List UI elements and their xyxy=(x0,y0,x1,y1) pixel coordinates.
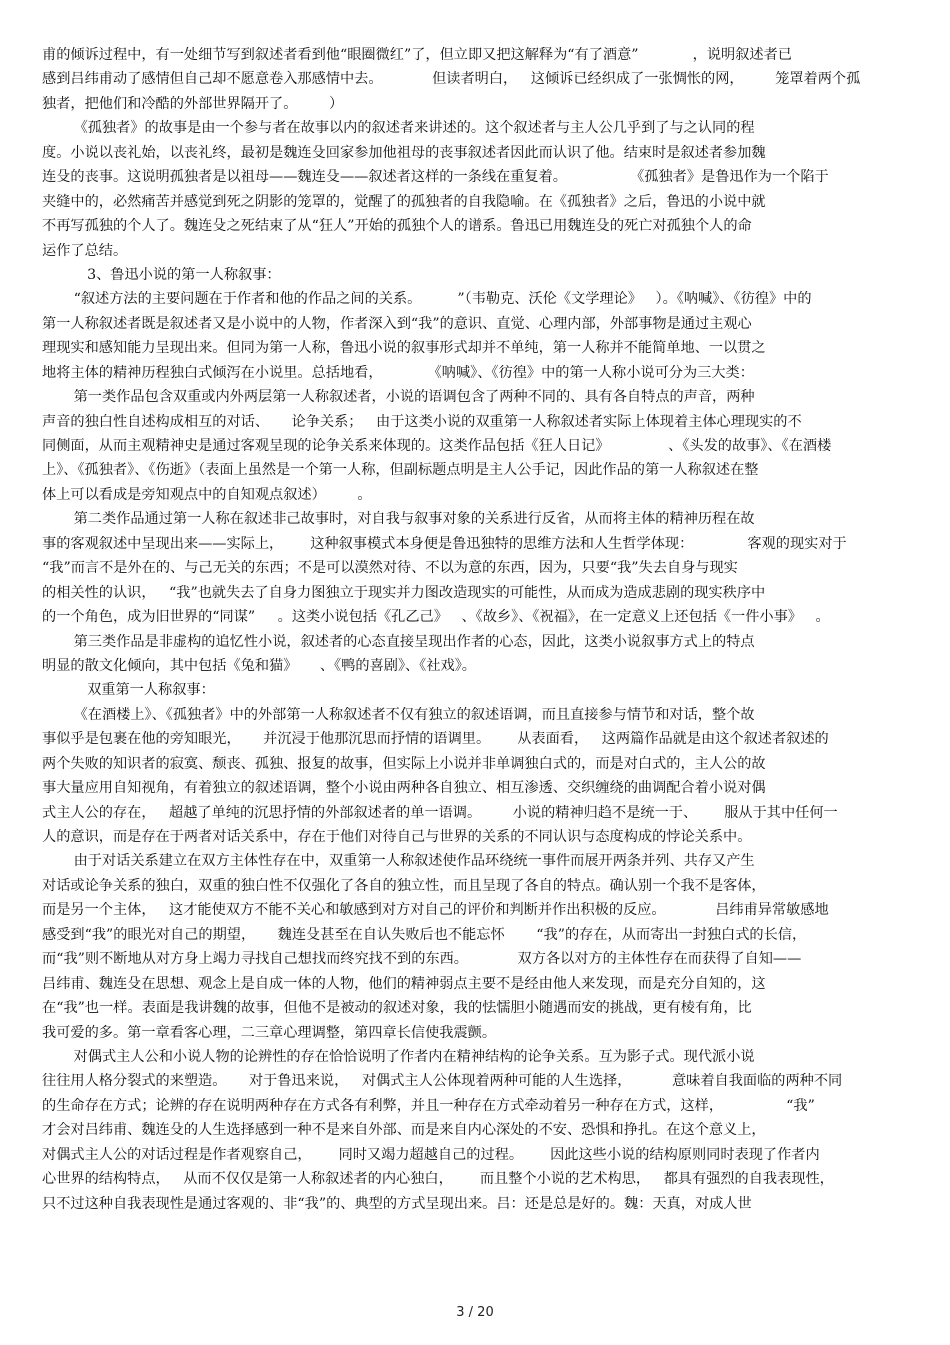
text-line: 运作了总结。 xyxy=(42,242,128,259)
text-line: 理现实和感知能力呈现出来。但同为第一人称，鲁迅小说的叙事形式却并不单纯，第一人称并不能简单地、一以贯之 xyxy=(42,340,766,357)
text-line: 第一类作品包含双重或内外两层第一人称叙述者，小说的语调包含了两种不同的、具有各自特点的声音，两种 xyxy=(42,389,755,406)
text-line: 第一人称叙述者既是叙述者又是小说中的人物，作者深入到“我”的意识、直觉、心理内部，外部事物是通过主观心 xyxy=(42,315,752,332)
text-line: 两个失败的知识者的寂寞、颓丧、孤独、报复的故事，但实际上小说并非单调独白式的，而是对白式的，主人公的故 xyxy=(42,755,766,772)
text-line: 地将主体的精神历程独白式倾泻在小说里。总括地看， 《呐喊》、《彷徨》中的第一人称小说可分为三大类： xyxy=(42,364,754,381)
text-line: 《在酒楼上》、《孤独者》中的外部第一人称叙述者不仅有独立的叙述语调，而且直接参与情节和对话，整个故 xyxy=(42,706,755,723)
text-line: 心世界的结构特点， 从而不仅仅是第一人称叙述者的内心独白， 而且整个小说的艺术构思， 都具有强烈的自我表现性， xyxy=(42,1171,834,1188)
text-line: 而是另一个主体， 这才能使双方不能不关心和敏感到对方对自己的评价和判断并作出积极的反应。 吕纬甫异常敏感地 xyxy=(42,902,829,919)
text-line: 只不过这种自我表现性是通过客观的、非“我”的、典型的方式呈现出来。吕：还是总是好的。魏：天真，对成人世 xyxy=(42,1195,752,1212)
text-line: 体上可以看成是旁知观点中的自知观点叙述） 。 xyxy=(42,486,372,503)
text-line: 甫的倾诉过程中，有一处细节写到叙述者看到他“眼圈微红”了，但立即又把这解释为“有了酒意” ，说明叙述者已 xyxy=(42,47,792,63)
text-line: 人的意识，而是存在于两者对话关系中，存在于他们对待自己与世界的关系的不同认识与态度构成的悖论关系中。 xyxy=(42,829,752,845)
text-line: 连殳的丧事。这说明孤独者是以祖母——魏连殳——叙述者这样的一条线在重复着。 《孤独者》是鲁迅作为一个陷于 xyxy=(42,169,829,186)
text-line: 式主人公的存在， 超越了单纯的沉思抒情的外部叙述者的单一语调。 小说的精神归趋不是统一于、 服从于其中任何一 xyxy=(42,804,838,821)
text-line: 事似乎是包裹在他的旁知眼光， 并沉浸于他那沉思而抒情的语调里。 从表面看， 这两篇作品就是由这个叙述者叙述的 xyxy=(42,731,829,748)
text-line: 明显的散文化倾向，其中包括《兔和猫》 、《鸭的喜剧》、《社戏》。 xyxy=(42,657,476,674)
text-line: 不再写孤独的个人了。魏连殳之死结束了从“狂人”开始的孤独个人的谱系。鲁迅已用魏连殳的死亡对孤独个人的命 xyxy=(42,218,752,235)
text-line: 对话或论争关系的独白，双重的独白性不仅强化了各自的独立性，而且呈现了各自的特点。确认别一个我不是客体， xyxy=(42,877,766,894)
text-line: 上》、《孤独者》、《伤逝》（表面上虽然是一个第一人称，但副标题点明是主人公手记，因此作品的第一人称叙述在整 xyxy=(42,462,759,479)
text-line: 对偶式主人公的对话过程是作者观察自己， 同时又竭力超越自己的过程。 因此这些小说的结构原则同时表现了作者内 xyxy=(42,1146,820,1163)
text-line: 的相关性的认识， “我”也就失去了自身力图独立于现实并力图改造现实的可能性，从而成为造成悲剧的现实秩序中 xyxy=(42,584,766,601)
text-line: 度。小说以丧礼始，以丧礼终，最初是魏连殳回家参加他祖母的丧事叙述者因此而认识了他。结束时是叙述者参加魏 xyxy=(42,144,766,161)
text-line: 对偶式主人公和小说人物的论辨性的存在恰恰说明了作者内在精神结构的论争关系。互为影子式。现代派小说 xyxy=(42,1048,755,1065)
text-line: 《孤独者》的故事是由一个参与者在故事以内的叙述者来讲述的。这个叙述者与主人公几乎到了与之认同的程 xyxy=(42,120,755,137)
text-line: 感到吕纬甫动了感情但自己却不愿意卷入那感情中去。 但读者明白， 这倾诉已经织成了一张惆怅的网， 笼罩着两个孤 xyxy=(42,71,861,88)
text-line: 事大量应用自知视角，有着独立的叙述语调，整个小说由两种各自独立、相互渗透、交织缠绕的曲调配合着小说对偶 xyxy=(42,780,766,797)
text-line: 吕纬甫、魏连殳在思想、观念上是自成一体的人物，他们的精神弱点主要不是经由他人来发现，而是充分自知的，这 xyxy=(42,975,766,992)
text-line: 同侧面，从而主观精神史是通过客观呈现的论争关系来体现的。这类作品包括《狂人日记》 、《头发的故事》、《在酒楼 xyxy=(42,438,832,454)
text-line: 双重第一人称叙事： xyxy=(42,682,215,699)
text-line: 3、鲁迅小说的第一人称叙事： xyxy=(42,266,281,283)
text-line: “我”而言不是外在的、与己无关的东西；不是可以漠然对待、不以为意的东西，因为，只要“我”失去自身与现实 xyxy=(42,560,738,577)
text-line: 夹缝中的，必然痛苦并感觉到死之阴影的笼罩的，觉醒了的孤独者的自我隐喻。在《孤独者》之后，鲁迅的小说中就 xyxy=(42,193,766,210)
text-line: 我可爱的多。第一章看客心理，二三章心理调整，第四章长信使我震颤。 xyxy=(42,1024,497,1041)
text-line: 第二类作品通过第一人称在叙述非己故事时，对自我与叙事对象的关系进行反省，从而将主体的精神历程在故 xyxy=(42,511,755,528)
text-line: 而“我”则不断地从对方身上竭力寻找自己想找而终究找不到的东西。 双方各以对方的主体性存在而获得了自知—— xyxy=(42,951,802,968)
text-line: 的生命存在方式；论辨的存在说明两种存在方式各有利弊，并且一种存在方式牵动着另一种存在方式，这样， “我” xyxy=(42,1097,815,1114)
text-line: 感受到“我”的眼光对自己的期望， 魏连殳甚至在自认失败后也不能忘怀 “我”的存在，从而寄出一封独白式的长信， xyxy=(42,926,807,943)
text-line: 的一个角色，成为旧世界的“同谋” 。这类小说包括《孔乙己》 、《故乡》、《祝福》，在一定意义上还包括《一件小事》 。 xyxy=(42,609,830,626)
text-line: 第三类作品是非虚构的追忆性小说，叙述者的心态直接呈现出作者的心态，因此，这类小说叙事方式上的特点 xyxy=(42,633,755,650)
text-line: 由于对话关系建立在双方主体性存在中，双重第一人称叙述使作品环绕统一事件而展开两条并列、共存又产生 xyxy=(42,853,755,870)
text-line: 独者，把他们和冷酷的外部世界隔开了。 ） xyxy=(42,95,344,112)
text-line: 在“我”也一样。表面是我讲魏的故事，但他不是被动的叙述对象，我的怯懦胆小随遇而安的挑战，更有棱有角，比 xyxy=(42,1000,752,1017)
page-number: 3 / 20 xyxy=(456,1305,494,1320)
text-line: 声音的独白性自述构成相互的对话、 论争关系； 由于这类小说的双重第一人称叙述者实际上体现着主体心理现实的不 xyxy=(42,413,802,430)
text-line: 才会对吕纬甫、魏连殳的人生选择感到一种不是来自外部、而是来自内心深处的不安、恐惧和挣扎。在这个意义上， xyxy=(42,1122,766,1139)
text-line: 事的客观叙述中呈现出来——实际上， 这种叙事模式本身便是鲁迅独特的思维方法和人生哲学体现： 客观的现实对于 xyxy=(42,535,847,552)
document-body xyxy=(42,43,908,1216)
text-line: 往往用人格分裂式的来塑造。 对于鲁迅来说， 对偶式主人公体现着两种可能的人生选择， 意味着自我面临的两种不同 xyxy=(42,1073,843,1090)
text-line: “叙述方法的主要问题在于作者和他的作品之间的关系。 ”（韦勒克、沃伦《文学理论》 ）。《呐喊》、《彷徨》中的 xyxy=(42,291,812,308)
